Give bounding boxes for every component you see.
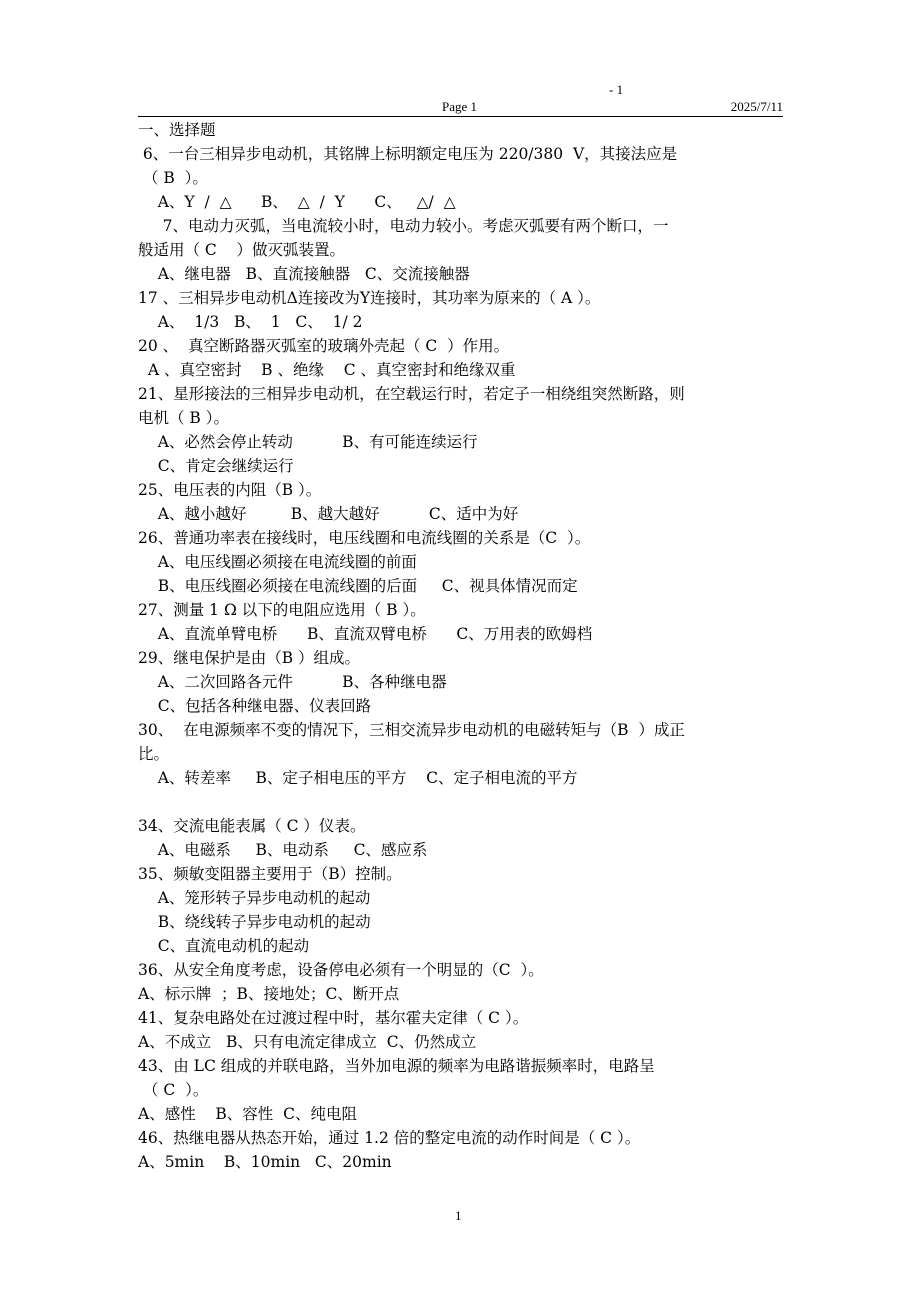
question-41: 41、复杂电路处在过渡过程中时，基尔霍夫定律（ C ）。 [138,1009,529,1027]
question-29-option-c: C、包括各种继电器、仪表回路 [138,697,372,715]
question-35-option-c: C、直流电动机的起动 [138,937,310,955]
question-43: 43、由 LC 组成的并联电路，当外加电源的频率为电路谐振频率时，电路呈 [138,1057,655,1075]
question-7-options: A、继电器 B、直流接触器 C、交流接触器 [138,265,470,283]
question-17: 17 、三相异步电动机Δ连接改为Y连接时，其功率为原来的（ A ）。 [138,289,601,307]
page-mark: - 1 [609,82,624,97]
question-7: 7、电动力灭弧，当电流较小时，电动力较小。考虑灭弧要有两个断口，一 [138,217,669,235]
question-20-options: A 、真空密封 B 、绝缘 C 、真空密封和绝缘双重 [138,361,516,379]
question-26-option-a: A、电压线圈必须接在电流线圈的前面 [138,553,417,571]
question-36: 36、从安全角度考虑，设备停电必须有一个明显的（C ）。 [138,961,544,979]
page-label: Page 1 [442,99,478,114]
question-46: 46、热继电器从热态开始，通过 1.2 倍的整定电流的动作时间是（ C ）。 [138,1129,641,1147]
question-21: 21、星形接法的三相异步电动机，在空载运行时，若定子一相绕组突然断路，则 [138,385,685,403]
question-6-options: A、Y / △ B、 △ / Y C、 △/ △ [138,193,456,211]
question-34-options: A、电磁系 B、电动系 C、感应系 [138,841,428,859]
blank-line [138,790,798,814]
question-20: 20 、 真空断路器灭弧室的玻璃外壳起（ C ）作用。 [138,337,510,355]
question-35-option-b: B、绕线转子异步电动机的起动 [138,913,371,931]
question-36-options: A、标示牌 ；B、接地处；C、断开点 [138,985,400,1003]
question-43-answer: （ C ）。 [138,1081,209,1099]
question-26: 26、普通功率表在接线时，电压线圈和电流线圈的关系是（C ）。 [138,529,591,547]
header-date: 2025/7/11 [730,99,783,114]
question-30-options: A、转差率 B、定子相电压的平方 C、定子相电流的平方 [138,769,578,787]
question-43-options: A、感性 B、容性 C、纯电阻 [138,1105,358,1123]
question-17-options: A、 1/3 B、 1 C、 1/ 2 [138,313,363,331]
question-29: 29、继电保护是由（B ）组成。 [138,649,361,667]
question-25-options: A、越小越好 B、越大越好 C、适中为好 [138,505,519,523]
question-29-options-ab: A、二次回路各元件 B、各种继电器 [138,673,447,691]
question-6-answer: （ B ）。 [138,169,208,187]
question-7-cont: 般适用（ C ）做灭弧装置。 [138,241,345,259]
question-46-options: A、5min B、10min C、20min [138,1153,392,1171]
question-35: 35、频敏变阻器主要用于（B）控制。 [138,865,402,883]
section-title: 一、选择题 [138,121,216,139]
question-35-option-a: A、笼形转子异步电动机的起动 [138,889,371,907]
page-number: 1 [455,1208,462,1223]
question-30: 30、 在电源频率不变的情况下，三相交流异步电动机的电磁转矩与（B ）成正 [138,721,685,739]
question-21-options-c: C、肯定会继续运行 [138,457,294,475]
question-6: 6、一台三相异步电动机，其铭牌上标明额定电压为 220/380 V，其接法应是 [138,145,678,163]
document-body [138,118,798,1174]
question-27-options: A、直流单臂电桥 B、直流双臂电桥 C、万用表的欧姆档 [138,625,593,643]
question-30-cont: 比。 [138,745,170,763]
question-21-options-ab: A、必然会停止转动 B、有可能连续运行 [138,433,478,451]
question-41-options: A、不成立 B、只有电流定律成立 C、仍然成立 [138,1033,477,1051]
page-header [138,98,783,117]
question-34: 34、交流电能表属（ C ）仪表。 [138,817,366,835]
question-27: 27、测量 1 Ω 以下的电阻应选用（ B ）。 [138,601,426,619]
question-21-cont: 电机（ B ）。 [138,409,229,427]
question-26-option-bc: B、电压线圈必须接在电流线圈的后面 C、视具体情况而定 [138,577,578,595]
question-25: 25、电压表的内阻（B ）。 [138,481,322,499]
